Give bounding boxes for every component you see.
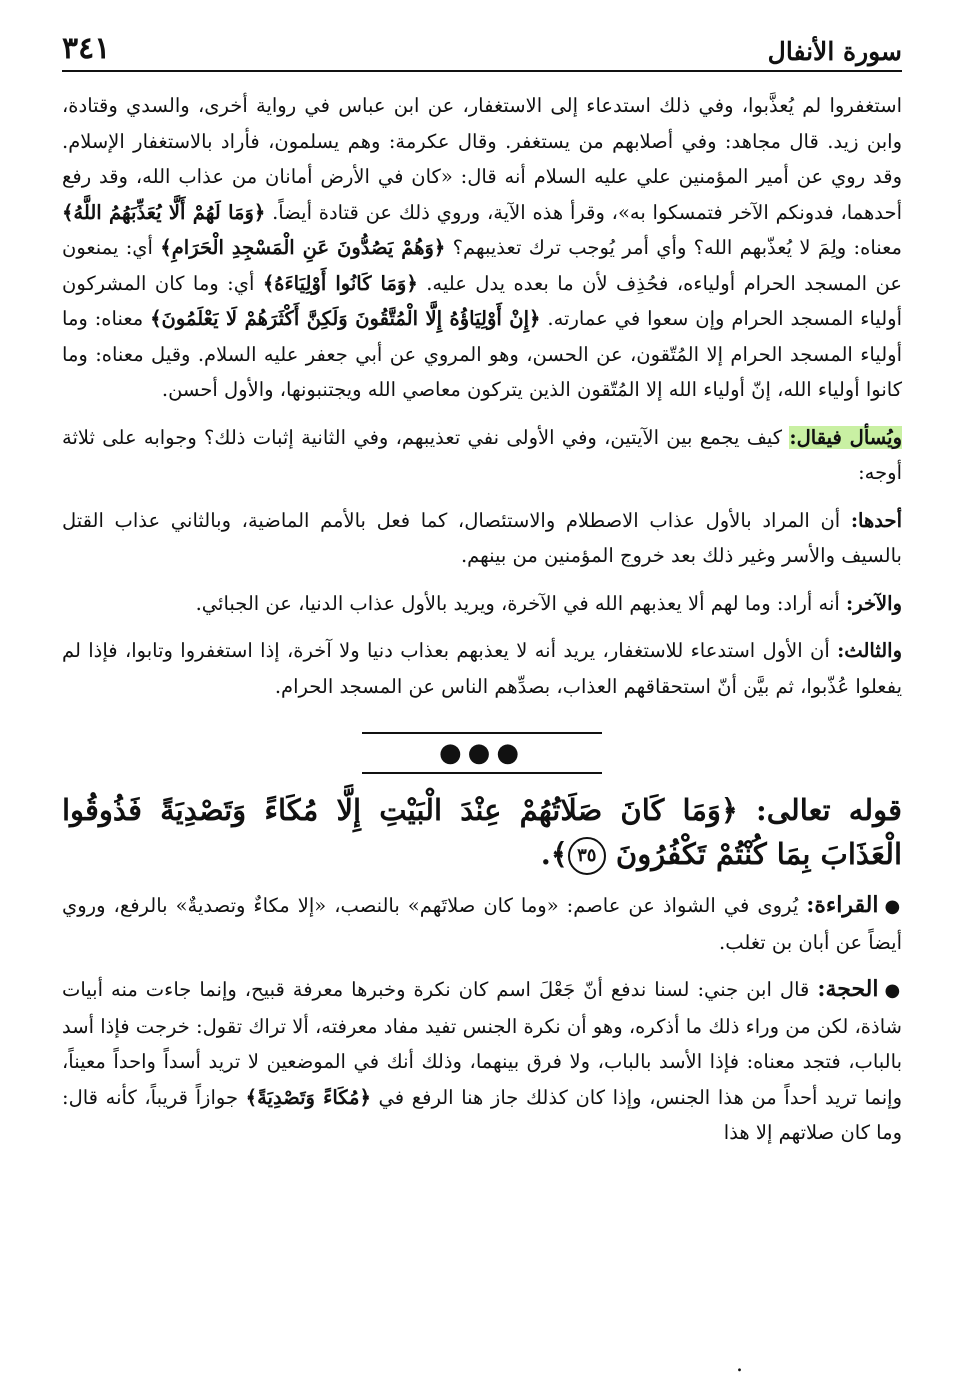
paragraph-question <box>62 420 902 491</box>
bullet-icon: ● <box>884 896 902 917</box>
text-run: أن الأول استدعاء للاستغفار، يريد أنه لا يعذبهم بعذاب دنيا ولا آخرة، إذا استغفروا وتابوا، فإذا لم يفعلوا عُذّبوا، ثم بيَّن أنّ استحقاقهم العذاب، بصدِّهم الناس عن المسجد الحرام. <box>62 639 902 698</box>
quran-quote: ﴿وَمَا كَانُوا أَوْلِيَاءَهُ﴾ <box>262 271 418 295</box>
surah-title: سورة الأنفال <box>767 37 902 66</box>
quran-quote: ﴿وَمَا لَهُمْ أَلَّا يُعَذِّبَهُمُ اللَّهُ﴾ <box>62 200 266 224</box>
paragraph-qiraa <box>62 888 902 960</box>
verse-text: ﴿وَمَا كَانَ صَلَاتُهُمْ عِنْدَ الْبَيْتِ إِلَّا مُكَاءً وَتَصْدِيَةً فَذُوقُوا الْعَذَابَ بِمَا كُنْتُمْ تَكْفُرُونَ <box>62 793 902 871</box>
verse-heading <box>62 788 902 876</box>
text-run: أي: وما كان المشركون أولياء المسجد الحرام وإن سعوا في عمارته. <box>62 271 902 330</box>
quran-quote: ﴿وَهُمْ يَصُدُّونَ عَنِ الْمَسْجِدِ الْحَرَامِ﴾ <box>160 236 446 259</box>
text-run: استغفروا لم يُعذَّبوا، وفي ذلك استدعاء إلى الاستغفار، عن ابن عباس في رواية أخرى، والسدي وقتادة، وابن زيد. قال مجاهد: وفي أصلابهم من يستغفر. وقال عكرمة: وهم يسلمون، فأراد بالاستغفار الإسلام. وقد روي عن أمير المؤمنين علي عليه السلام أنه قال: «كان في الأرض أمانان من عذاب الله، وقد رفع أحدهما، فدونكم الآخر فتمسكوا به»، وقرأ هذه الآية، وروي ذلك عن قتادة أيضاً. <box>62 94 903 224</box>
answer-label: والآخر: <box>846 591 902 615</box>
book-page <box>62 18 902 1151</box>
text-run: يُروى في الشواذ عن عاصم: «وما كان صلاتَهم» بالنصب، «إلا مكاءٌ وتصديةٌ» بالرفع، وروي أيضاً عن أبان بن تغلب. <box>62 894 902 954</box>
page-body <box>62 88 902 1151</box>
highlighted-text: ويُسأل فيقال: <box>789 425 903 449</box>
text-run: قال ابن جني: لسنا ندفع أنّ جَعْلَ اسم كان نكرة وخبرها معرفة قبيح، وإنما جاءت منه أبيات شاذة، لكن من وراء ذلك ما أذكره، وهو أن نكرة الجنس تفيد مفاد معرفته، ألا تراك تقول: خرجت فإذا أسد بالباب، فتجد معناه: فإذا الأسد بالباب، ولا فرق بينهما، وذلك أنك في الموضعين لا تريد أسداً واحداً معيناً، وإنما تريد أحداً من هذا الجنس، وإذا كان كذلك جاز هنا الرفع في <box>62 978 903 1109</box>
text-run: معناه: وما أولياء المسجد الحرام إلا المُتّقون، عن الحسن، وهو المروي عن أبي جعفر عليه السلام. وقيل معناه: وما كانوا أولياء الله، إنّ أولياء الله إلا المُتّقون الذين يتركون معاصي الله ويجتنبونها، والأول أحسن. <box>62 307 902 401</box>
paragraph-commentary <box>62 88 902 408</box>
paragraph-answer-1 <box>62 503 902 574</box>
paragraph-answer-3 <box>62 633 902 704</box>
bullet-icon: ● <box>884 980 902 1001</box>
section-label: القراءة: <box>806 892 879 918</box>
separator-dots: ●●● <box>438 738 526 768</box>
text-run: أي: يمنعون عن المسجد الحرام أولياءه، فحُذِف لأن ما بعده يدل عليه. <box>62 236 902 295</box>
answer-label: والثالث: <box>837 639 902 662</box>
quran-quote: ﴿إِنْ أَوْلِيَاؤُهُ إِلَّا الْمُتَّقُونَ وَلَكِنَّ أَكْثَرَهُمْ لَا يَعْلَمُونَ﴾ <box>150 307 541 330</box>
section-label: الحجة: <box>817 976 879 1002</box>
text-run: جوازاً قريباً، كأنه قال: وما كان صلاتهم إلا هذا <box>62 1085 902 1144</box>
quran-quote: ﴿مُكَاءً وَتَصْدِيَةً﴾ <box>245 1085 371 1109</box>
text-run: أن المراد بالأول عذاب الاصطلام والاستئصال، كما فعل بالأمم الماضية، وبالثاني عذاب القتل بالسيف والأسر وغير ذلك بعد خروج المؤمنين من بينهم. <box>62 508 902 567</box>
text-run: معناه: ولِمَ لا يُعذّبهم الله؟ وأي أمر يُوجب ترك تعذيبهم؟ <box>452 236 902 259</box>
verse-close: ﴾. <box>540 837 568 871</box>
page-header <box>62 18 902 72</box>
footer-mark: . <box>736 1352 743 1377</box>
verse-intro: قوله تعالى: <box>756 793 902 827</box>
text-run: أنه أراد: وما لهم ألا يعذبهم الله في الآخرة، ويريد بالأول عذاب الدنيا، عن الجبائي. <box>195 591 840 615</box>
text-run: كيف يجمع بين الآيتين، وفي الأولى نفي تعذيبهم، وفي الثانية إثبات ذلك؟ وجوابه على ثلاثة أوجه: <box>62 425 902 484</box>
paragraph-answer-2 <box>62 586 902 622</box>
answer-label: أحدها: <box>850 508 902 532</box>
separator-line-bottom <box>362 772 602 774</box>
section-separator <box>362 732 602 774</box>
page-number: ٣٤١ <box>62 31 111 66</box>
ayah-number-marker: ٣٥ <box>568 837 606 875</box>
paragraph-hujja <box>62 972 902 1151</box>
